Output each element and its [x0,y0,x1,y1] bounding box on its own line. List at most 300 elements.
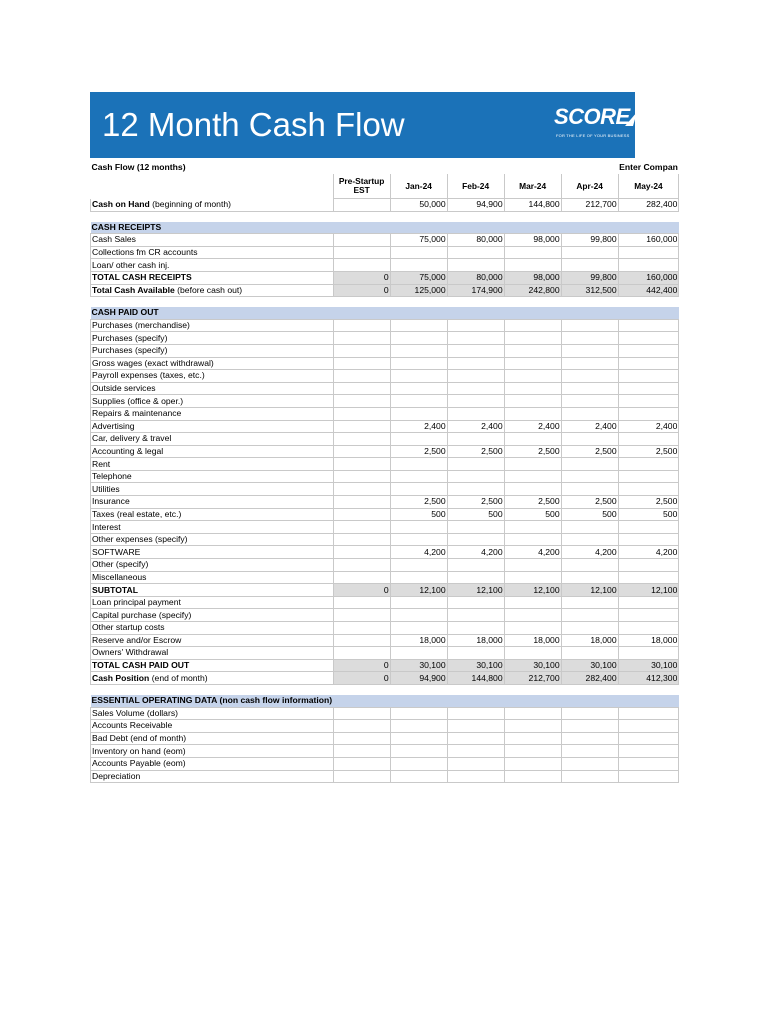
value-cell [618,622,679,635]
table-row [91,319,679,332]
value-cell: 412,300 [618,672,679,685]
value-cell [561,559,618,572]
value-cell: 160,000 [618,271,679,284]
row-label [91,458,334,471]
value-cell [561,357,618,370]
table-row [91,596,679,609]
value-cell [333,420,390,433]
spacer-row [91,211,679,222]
value-cell [447,571,504,584]
value-cell [561,319,618,332]
value-cell [504,433,561,446]
row-label-text: Purchases (specify) [92,332,168,343]
value-cell [447,707,504,720]
value-cell: 12,100 [390,584,447,597]
row-label-text: Total Cash Available [92,284,175,295]
value-cell [333,745,390,758]
table-row [91,470,679,483]
value-cell: 98,000 [504,234,561,247]
value-cell [504,571,561,584]
meta-cell [504,160,561,174]
value-cell [561,720,618,733]
spacer-cell [561,684,618,695]
row-label [91,445,334,458]
value-cell [561,521,618,534]
row-label-text: Accounts Receivable [92,720,173,731]
row-label [91,433,334,446]
spacer-cell [447,684,504,695]
company-name-field: Enter Compan [619,161,678,172]
section-cell [618,695,679,707]
value-cell [390,357,447,370]
value-cell [333,483,390,496]
value-cell [390,720,447,733]
spacer-cell [504,684,561,695]
page-title: 12 Month Cash Flow [102,106,405,143]
value-cell [447,332,504,345]
value-cell [504,382,561,395]
value-cell [561,596,618,609]
value-cell [447,470,504,483]
table-row [91,357,679,370]
value-cell [333,332,390,345]
value-cell [333,259,390,272]
row-label [91,546,334,559]
row-label-text: Other expenses (specify) [92,534,188,545]
value-cell: 2,500 [390,496,447,509]
value-cell [447,246,504,259]
section-cell [561,695,618,707]
value-cell: 2,500 [618,496,679,509]
row-label [91,508,334,521]
header-blank [91,174,334,199]
spacer-cell [333,684,390,695]
section-header-row [91,307,679,319]
column-header: Mar-24 [504,174,561,199]
row-label-text: TOTAL CASH RECEIPTS [92,272,192,283]
row-label [91,483,334,496]
column-header-line: Pre-Startup [338,176,385,186]
value-cell [504,521,561,534]
value-cell: 12,100 [447,584,504,597]
value-cell [504,732,561,745]
row-label-text: Taxes (real estate, etc.) [92,508,182,519]
row-label-text: Outside services [92,383,156,394]
row-label-text: Cash Sales [92,234,136,245]
section-cell [447,222,504,234]
row-label-text: Accounting & legal [92,445,164,456]
value-cell [390,433,447,446]
value-cell [447,395,504,408]
value-cell [447,357,504,370]
row-label [91,584,334,597]
value-cell: 2,500 [561,445,618,458]
section-title: CASH RECEIPTS [91,222,334,234]
value-cell: 242,800 [504,284,561,297]
value-cell: 160,000 [618,234,679,247]
value-cell [390,521,447,534]
section-title: ESSENTIAL OPERATING DATA (non cash flow information) [91,695,333,706]
spacer-cell [618,297,679,308]
section-cell [390,222,447,234]
section-cell [561,307,618,319]
row-label-text: Reserve and/or Escrow [92,634,182,645]
value-cell [333,533,390,546]
value-cell [618,609,679,622]
table-row [91,433,679,446]
value-cell: 2,400 [618,420,679,433]
value-cell: 212,700 [561,199,618,212]
value-cell: 99,800 [561,234,618,247]
value-cell: 0 [333,284,390,297]
value-cell: 125,000 [390,284,447,297]
value-cell: 18,000 [561,634,618,647]
spacer-cell [333,211,390,222]
table-row [91,458,679,471]
table-row [91,370,679,383]
table-row [91,770,679,783]
value-cell: 0 [333,584,390,597]
value-cell [618,259,679,272]
section-header-row [91,695,679,707]
row-label-text: Insurance [92,496,130,507]
row-label-text: Supplies (office & oper.) [92,395,184,406]
row-label-text: Gross wages (exact withdrawal) [92,357,214,368]
column-header-row [91,174,679,199]
row-label [91,234,334,247]
table-row [91,496,679,509]
section-cell [390,695,447,707]
value-cell [447,609,504,622]
row-label [91,757,334,770]
value-cell [504,395,561,408]
spacer-cell [504,211,561,222]
row-label-text: Accounts Payable (eom) [92,758,186,769]
section-cell [333,307,390,319]
row-label-text: Interest [92,521,121,532]
value-cell: 282,400 [561,672,618,685]
value-cell [618,433,679,446]
value-cell [333,344,390,357]
table-row [91,344,679,357]
value-cell: 30,100 [390,659,447,672]
value-cell [447,770,504,783]
meta-cell [561,160,618,174]
section-cell [447,695,504,707]
value-cell: 12,100 [561,584,618,597]
row-label-text: Collections fm CR accounts [92,247,198,258]
value-cell [333,395,390,408]
value-cell [333,732,390,745]
value-cell [561,647,618,660]
row-label-note: (before cash out) [174,284,243,295]
row-label-text: Repairs & maintenance [92,408,182,419]
value-cell [561,458,618,471]
value-cell [447,622,504,635]
table-row [91,395,679,408]
value-cell [447,319,504,332]
row-label-text: SUBTOTAL [92,584,138,595]
row-label [91,407,334,420]
value-cell: 50,000 [390,199,447,212]
score-logo: SCORE [554,104,630,129]
value-cell: 4,200 [504,546,561,559]
row-label-text: Loan principal payment [92,597,181,608]
value-cell: 2,500 [504,445,561,458]
value-cell [504,344,561,357]
value-cell: 500 [561,508,618,521]
section-cell [618,222,679,234]
row-label [91,634,334,647]
row-label [91,521,334,534]
table-row [91,546,679,559]
value-cell [618,720,679,733]
row-label-text: Advertising [92,420,135,431]
value-cell [618,596,679,609]
value-cell [504,483,561,496]
table-row [91,234,679,247]
spacer-cell [447,297,504,308]
value-cell [504,622,561,635]
value-cell [504,259,561,272]
value-cell [504,770,561,783]
value-cell [333,370,390,383]
table-row [91,732,679,745]
value-cell [333,770,390,783]
value-cell: 0 [333,659,390,672]
value-cell [447,370,504,383]
spacer-cell [390,684,447,695]
spacer-cell [390,297,447,308]
table-row [91,332,679,345]
value-cell: 75,000 [390,234,447,247]
value-cell [333,521,390,534]
table-row [91,622,679,635]
value-cell [618,483,679,496]
value-cell [333,382,390,395]
value-cell: 80,000 [447,271,504,284]
section-cell [618,307,679,319]
value-cell [618,707,679,720]
row-label [91,344,334,357]
value-cell [390,246,447,259]
row-label [91,470,334,483]
value-cell [504,458,561,471]
table-row [91,659,679,672]
row-label [91,259,334,272]
row-label-text: TOTAL CASH PAID OUT [92,660,190,671]
value-cell: 4,200 [561,546,618,559]
row-label-text: Utilities [92,483,120,494]
value-cell [504,357,561,370]
title-banner [90,92,635,158]
value-cell [561,757,618,770]
value-cell [618,382,679,395]
row-label [91,559,334,572]
value-cell: 2,500 [447,496,504,509]
spacer-cell [91,211,334,222]
spacer-cell [91,684,334,695]
value-cell [447,458,504,471]
value-cell [333,407,390,420]
column-header: Feb-24 [447,174,504,199]
value-cell [561,395,618,408]
section-cell [447,307,504,319]
value-cell [447,757,504,770]
value-cell: 2,500 [618,445,679,458]
row-label [91,382,334,395]
value-cell [333,199,390,212]
value-cell [504,757,561,770]
section-cell [504,222,561,234]
value-cell [333,707,390,720]
row-label [91,271,334,284]
value-cell: 442,400 [618,284,679,297]
row-label-text: Payroll expenses (taxes, etc.) [92,370,205,381]
value-cell [333,246,390,259]
value-cell: 94,900 [390,672,447,685]
table-row [91,672,679,685]
row-label [91,596,334,609]
table-row [91,483,679,496]
column-header-line: EST [353,185,370,195]
row-label [91,720,334,733]
value-cell [618,357,679,370]
value-cell [390,622,447,635]
value-cell [333,357,390,370]
value-cell [504,559,561,572]
value-cell [618,571,679,584]
column-header: May-24 [618,174,679,199]
value-cell: 312,500 [561,284,618,297]
value-cell: 30,100 [561,659,618,672]
row-label [91,420,334,433]
value-cell: 80,000 [447,234,504,247]
row-label-text: Sales Volume (dollars) [92,707,178,718]
value-cell: 99,800 [561,271,618,284]
value-cell: 30,100 [447,659,504,672]
table-row [91,745,679,758]
row-label [91,496,334,509]
value-cell [447,533,504,546]
value-cell [618,521,679,534]
row-label [91,707,334,720]
value-cell [447,559,504,572]
value-cell [561,259,618,272]
row-label [91,395,334,408]
value-cell [561,732,618,745]
value-cell [447,433,504,446]
value-cell [390,458,447,471]
table-row [91,199,679,212]
row-label [91,357,334,370]
value-cell: 4,200 [390,546,447,559]
value-cell: 18,000 [447,634,504,647]
value-cell: 18,000 [390,634,447,647]
row-label-text: Purchases (specify) [92,345,168,356]
value-cell [390,395,447,408]
value-cell [390,559,447,572]
value-cell: 212,700 [504,672,561,685]
row-label [91,745,334,758]
spacer-cell [504,297,561,308]
table-row [91,246,679,259]
value-cell: 2,500 [561,496,618,509]
value-cell: 4,200 [618,546,679,559]
value-cell [561,609,618,622]
meta-cell [390,160,447,174]
row-label [91,370,334,383]
table-row [91,609,679,622]
value-cell [390,745,447,758]
row-label [91,319,334,332]
value-cell [618,732,679,745]
row-label [91,332,334,345]
value-cell [333,433,390,446]
table-row [91,259,679,272]
column-header: Jan-24 [390,174,447,199]
value-cell [390,647,447,660]
meta-cell [447,160,504,174]
value-cell [390,571,447,584]
row-label [91,199,334,212]
value-cell [504,707,561,720]
value-cell: 0 [333,672,390,685]
value-cell [618,770,679,783]
value-cell [504,609,561,622]
value-cell [561,707,618,720]
value-cell [447,521,504,534]
row-label [91,770,334,783]
value-cell: 2,400 [390,420,447,433]
row-label [91,647,334,660]
row-label-text: Other startup costs [92,622,165,633]
value-cell: 30,100 [618,659,679,672]
value-cell [618,319,679,332]
value-cell [504,470,561,483]
value-cell [333,559,390,572]
value-cell: 98,000 [504,271,561,284]
value-cell [333,470,390,483]
section-cell [333,222,390,234]
row-label-note: (beginning of month) [149,199,231,210]
row-label [91,284,334,297]
section-cell [561,222,618,234]
value-cell [333,571,390,584]
value-cell [333,458,390,471]
spacer-cell [91,297,334,308]
spacer-cell [333,297,390,308]
value-cell [390,382,447,395]
section-cell [504,695,561,707]
table-row [91,571,679,584]
value-cell: 2,400 [561,420,618,433]
spacer-row [91,297,679,308]
value-cell [618,745,679,758]
value-cell [333,609,390,622]
value-cell [561,407,618,420]
value-cell [618,559,679,572]
value-cell [618,407,679,420]
value-cell [447,407,504,420]
value-cell [504,745,561,758]
table-row [91,559,679,572]
value-cell [504,407,561,420]
cash-flow-sheet [90,160,679,783]
table-row [91,445,679,458]
value-cell [504,370,561,383]
table-row [91,382,679,395]
